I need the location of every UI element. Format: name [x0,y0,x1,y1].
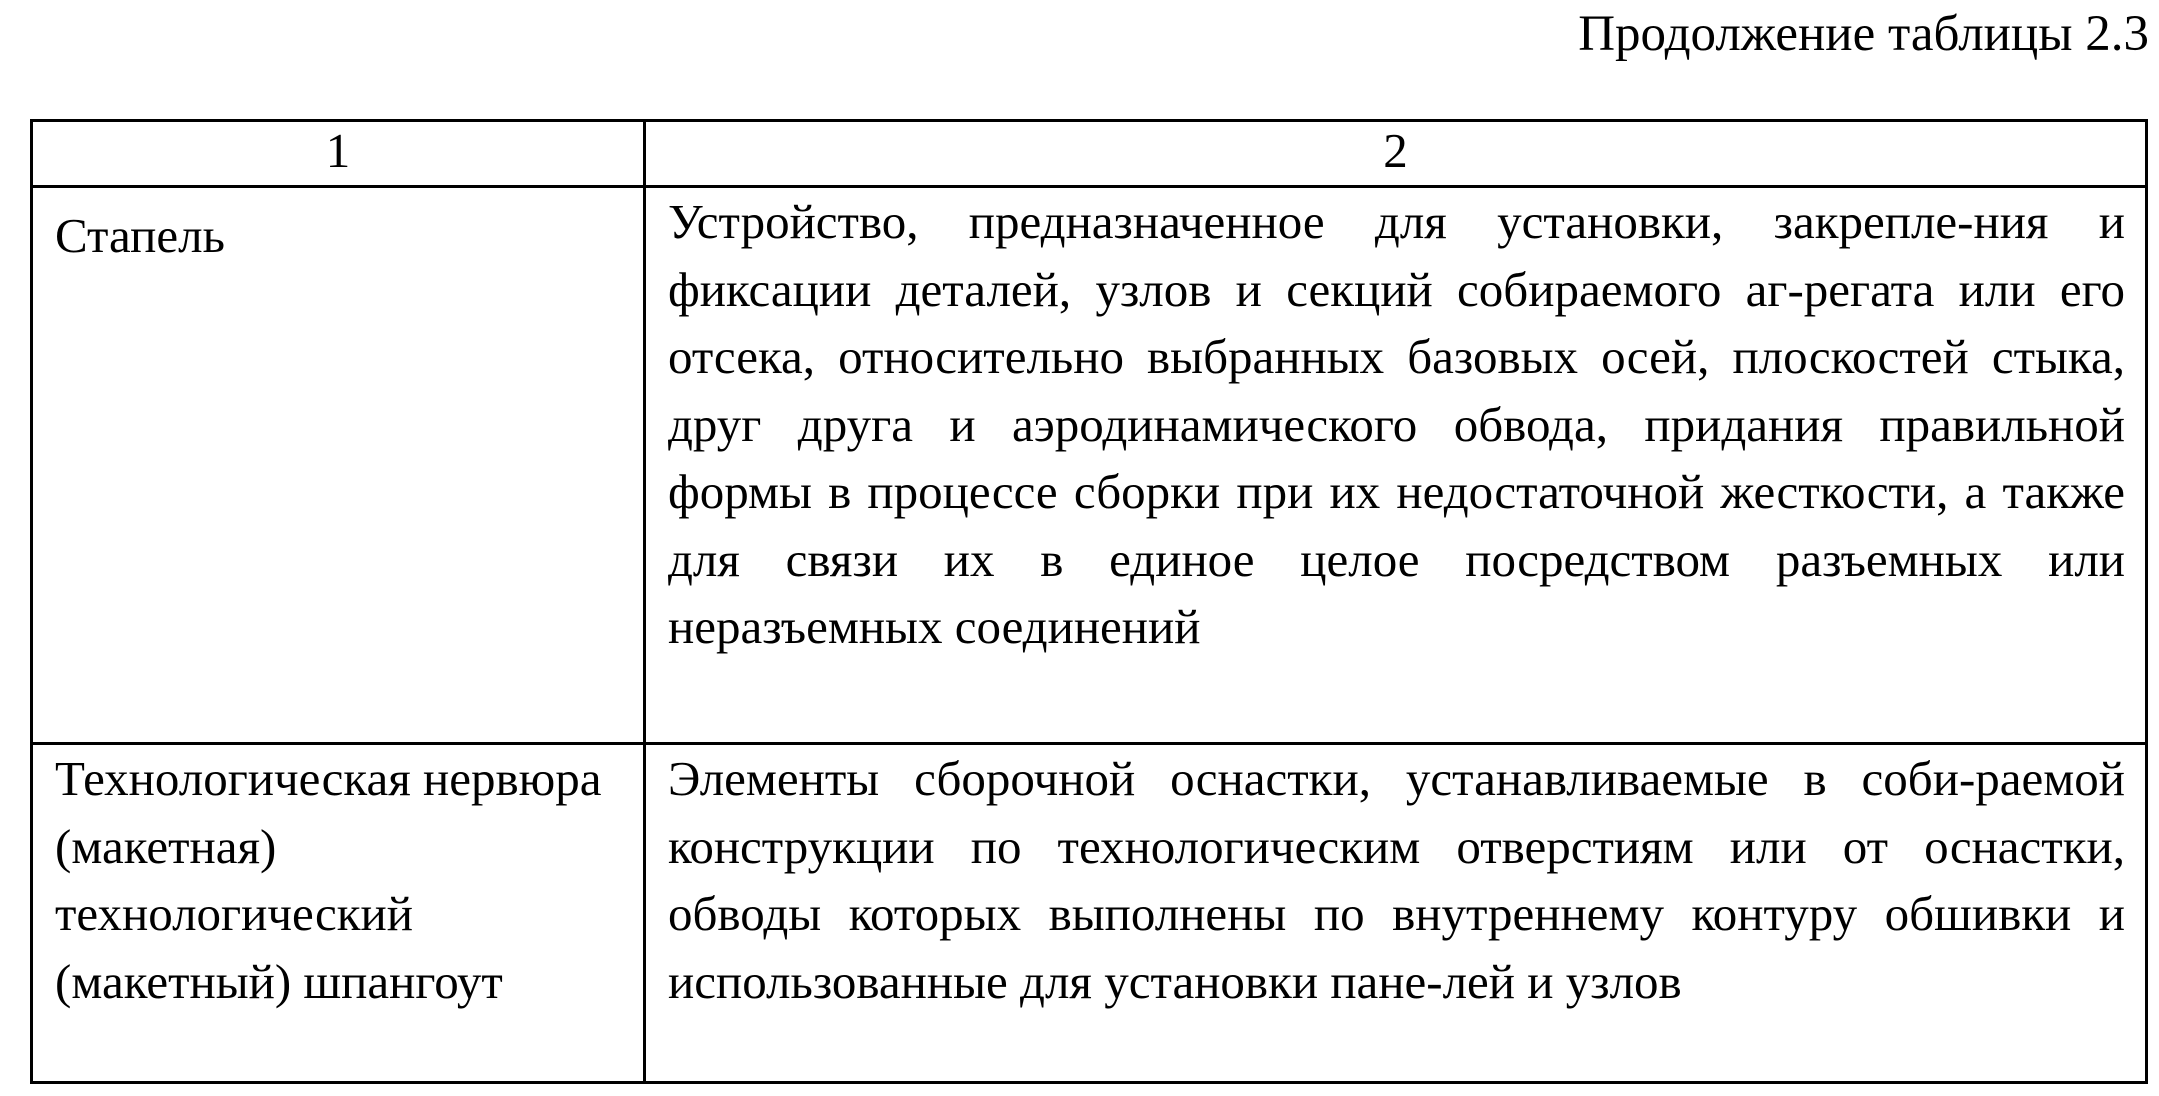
table-row [32,187,2147,744]
column-header-2: 2 [645,121,2147,187]
definitions-table [30,119,2148,1084]
term-cell: Технологическая нервюра (макетная) технологический (макетный) шпангоут [32,744,645,1083]
column-header-1: 1 [32,121,645,187]
definition-cell: Устройство, предназначенное для установки, закрепле-ния и фиксации деталей, узлов и секций собираемого аг-регата или его отсека, относительно выбранных базовых осей, плоскостей стыка, друг друга и аэродинамического обвода, придания правильной формы в процессе сборки при их недостаточной жесткости, а также для связи их в единое целое посредством разъемных или неразъемных соединений [645,187,2147,744]
term-cell: Стапель [32,187,645,744]
definition-cell: Элементы сборочной оснастки, устанавливаемые в соби-раемой конструкции по технологическим отверстиям или от оснастки, обводы которых выполнены по внутреннему контуру обшивки и использованные для установки пане-лей и узлов [645,744,2147,1083]
table-header-row [32,121,2147,187]
table-row [32,744,2147,1083]
table-caption: Продолжение таблицы 2.3 [1578,6,2149,62]
